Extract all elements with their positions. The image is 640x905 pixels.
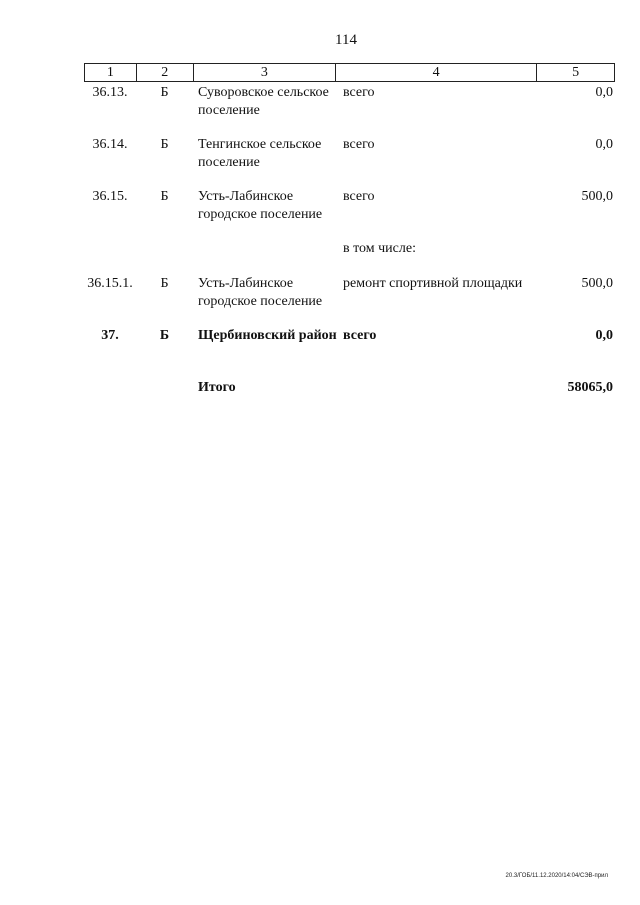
row-number: 37. [101,328,119,343]
row-number: 36.14. [92,137,128,152]
column-header-3: 3 [194,64,336,81]
row-amount: 0,0 [595,85,613,100]
row-kind: ремонт спортивной площадки [343,276,523,291]
total-amount: 58065,0 [567,380,613,395]
total-label: Итого [198,380,236,395]
row-kind: в том числе: [343,241,416,256]
row-name: Суворовское сельское поселение [198,85,329,118]
column-header-2: 2 [137,64,194,81]
row-letter: Б [160,189,169,204]
row-letter: Б [160,85,169,100]
row-name: Тенгинское сельское поселение [198,137,322,170]
row-name: Усть-Лабинское городское поселение [198,189,323,222]
row-kind: всего [343,328,377,343]
row-kind: всего [343,137,375,152]
row-letter: Б [160,276,169,291]
row-letter: Б [160,137,169,152]
footer-code: 20.3/ГОБ/11.12.2020/14:04/СЭВ-прил [505,873,608,879]
column-header-1: 1 [85,64,137,81]
row-amount: 0,0 [595,137,613,152]
row-name: Усть-Лабинское городское поселение [198,276,323,309]
row-number: 36.15. [92,189,128,204]
row-amount: 500,0 [581,189,613,204]
row-name: Щербиновский район [198,328,337,343]
row-amount: 0,0 [595,328,613,343]
row-letter: Б [159,328,170,343]
row-number: 36.13. [92,85,128,100]
page-number: 114 [335,32,357,48]
table-header [84,63,615,82]
row-kind: всего [343,85,375,100]
row-kind: всего [343,189,375,204]
column-header-5: 5 [572,65,580,80]
row-number: 36.15.1. [87,276,133,291]
row-amount: 500,0 [581,276,613,291]
column-header-4: 4 [336,64,537,81]
